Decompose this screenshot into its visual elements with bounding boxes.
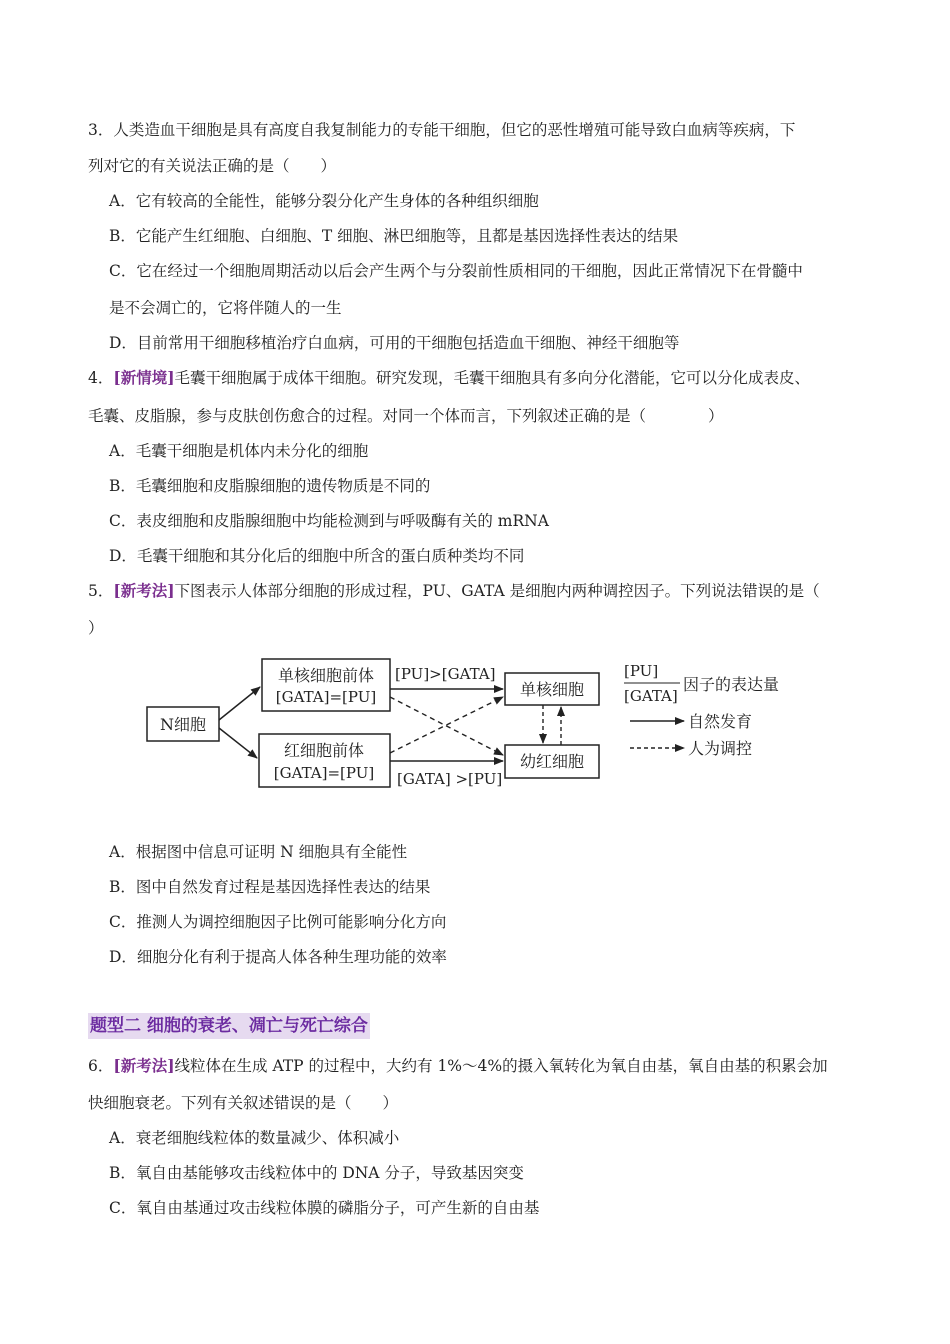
q6-stem-line2: 快细胞衰老。下列有关叙述错误的是（ ） [88,1094,399,1112]
q3-stem-line2: 列对它的有关说法正确的是（ ） [88,157,337,175]
q4-number: 4． [88,369,114,387]
q5-stem-line2: ） [88,619,104,637]
q6-option-a: A．衰老细胞线粒体的数量减少、体积减小 [109,1129,400,1147]
legend-artificial-label: 人为调控 [688,739,753,758]
mono-cell-label: 单核细胞 [519,680,585,699]
q3-option-c-line1: C．它在经过一个细胞周期活动以后会产生两个与分裂前性质相同的干细胞，因此正常情况下在骨髓中 [109,262,803,280]
arrow-n-to-red-precursor [219,728,257,758]
label-pu-greater-gata: [PU]>[GATA] [395,665,496,683]
q6-option-b: B．氧自由基能够攻击线粒体中的 DNA 分子，导致基因突变 [109,1164,524,1182]
q5-stem-line1 [88,581,820,601]
q3-option-c-line2: 是不会凋亡的，它将伴随人的一生 [109,299,342,317]
legend-natural-label: 自然发育 [688,712,753,731]
red-precursor-ratio: [GATA]=[PU] [273,764,375,782]
arrow-n-to-mono-precursor [219,687,260,720]
q3-option-b: B．它能产生红细胞、白细胞、T 细胞、淋巴细胞等，且都是基因选择性表达的结果 [109,227,679,245]
legend-gata: [GATA] [624,687,678,705]
q5-option-d: D．细胞分化有利于提高人体各种生理功能的效率 [109,948,447,966]
mono-precursor-label: 单核细胞前体 [277,666,375,685]
q4-option-d: D．毛囊干细胞和其分化后的细胞中所含的蛋白质种类均不同 [109,547,525,565]
young-red-cell-label: 幼红细胞 [519,752,585,771]
q5-option-c: C．推测人为调控细胞因子比例可能影响分化方向 [109,913,447,931]
q3-stem-line1: 3．人类造血干细胞是具有高度自我复制能力的专能干细胞，但它的恶性增殖可能导致白血病等疾病，下 [88,121,796,139]
legend-pu: [PU] [624,662,659,680]
q5-tag: [新考法] [113,581,175,600]
q6-number: 6． [88,1057,114,1075]
q4-tag: [新情境] [113,368,175,387]
section-heading: 题型二 细胞的衰老、凋亡与死亡综合 [88,1013,370,1039]
q5-stem-text: 下图表示人体部分细胞的形成过程，PU、GATA 是细胞内两种调控因子。下列说法错误的是（ [174,582,820,600]
q4-stem-text: 毛囊干细胞属于成体干细胞。研究发现，毛囊干细胞具有多向分化潜能，它可以分化成表皮、 [174,369,811,387]
q4-option-b: B．毛囊细胞和皮脂腺细胞的遗传物质是不同的 [109,477,431,495]
q4-option-a: A．毛囊干细胞是机体内未分化的细胞 [109,442,369,460]
n-cell-label: N细胞 [159,715,207,734]
dashed-arrow-mono-precursor-to-young-red [390,697,503,755]
q5-number: 5． [88,582,114,600]
q5-option-b: B．图中自然发育过程是基因选择性表达的结果 [109,878,431,896]
cell-differentiation-diagram [0,640,950,800]
q4-stem-line1 [88,368,810,388]
q6-option-c: C．氧自由基通过攻击线粒体膜的磷脂分子，可产生新的自由基 [109,1199,540,1217]
q6-stem-text: 线粒体在生成 ATP 的过程中，大约有 1%～4%的摄入氧转化为氧自由基，氧自由基的积累会加 [174,1057,828,1075]
q6-stem-line1 [88,1056,828,1076]
red-precursor-label: 红细胞前体 [283,741,365,760]
legend-ratio-label: 因子的表达量 [683,675,780,694]
label-gata-greater-pu: [GATA] >[PU] [397,770,503,788]
q6-tag: [新考法] [113,1056,175,1075]
mono-precursor-ratio: [GATA]=[PU] [275,688,377,706]
q4-stem-line2: 毛囊、皮脂腺，参与皮肤创伤愈合的过程。对同一个体而言，下列叙述正确的是（ ） [88,407,724,425]
q3-option-a: A．它有较高的全能性，能够分裂分化产生身体的各种组织细胞 [109,192,539,210]
q5-option-a: A．根据图中信息可证明 N 细胞具有全能性 [109,843,408,861]
q3-option-d: D．目前常用干细胞移植治疗白血病，可用的干细胞包括造血干细胞、神经干细胞等 [109,334,680,352]
q4-option-c: C．表皮细胞和皮脂腺细胞中均能检测到与呼吸酶有关的 mRNA [109,512,549,530]
